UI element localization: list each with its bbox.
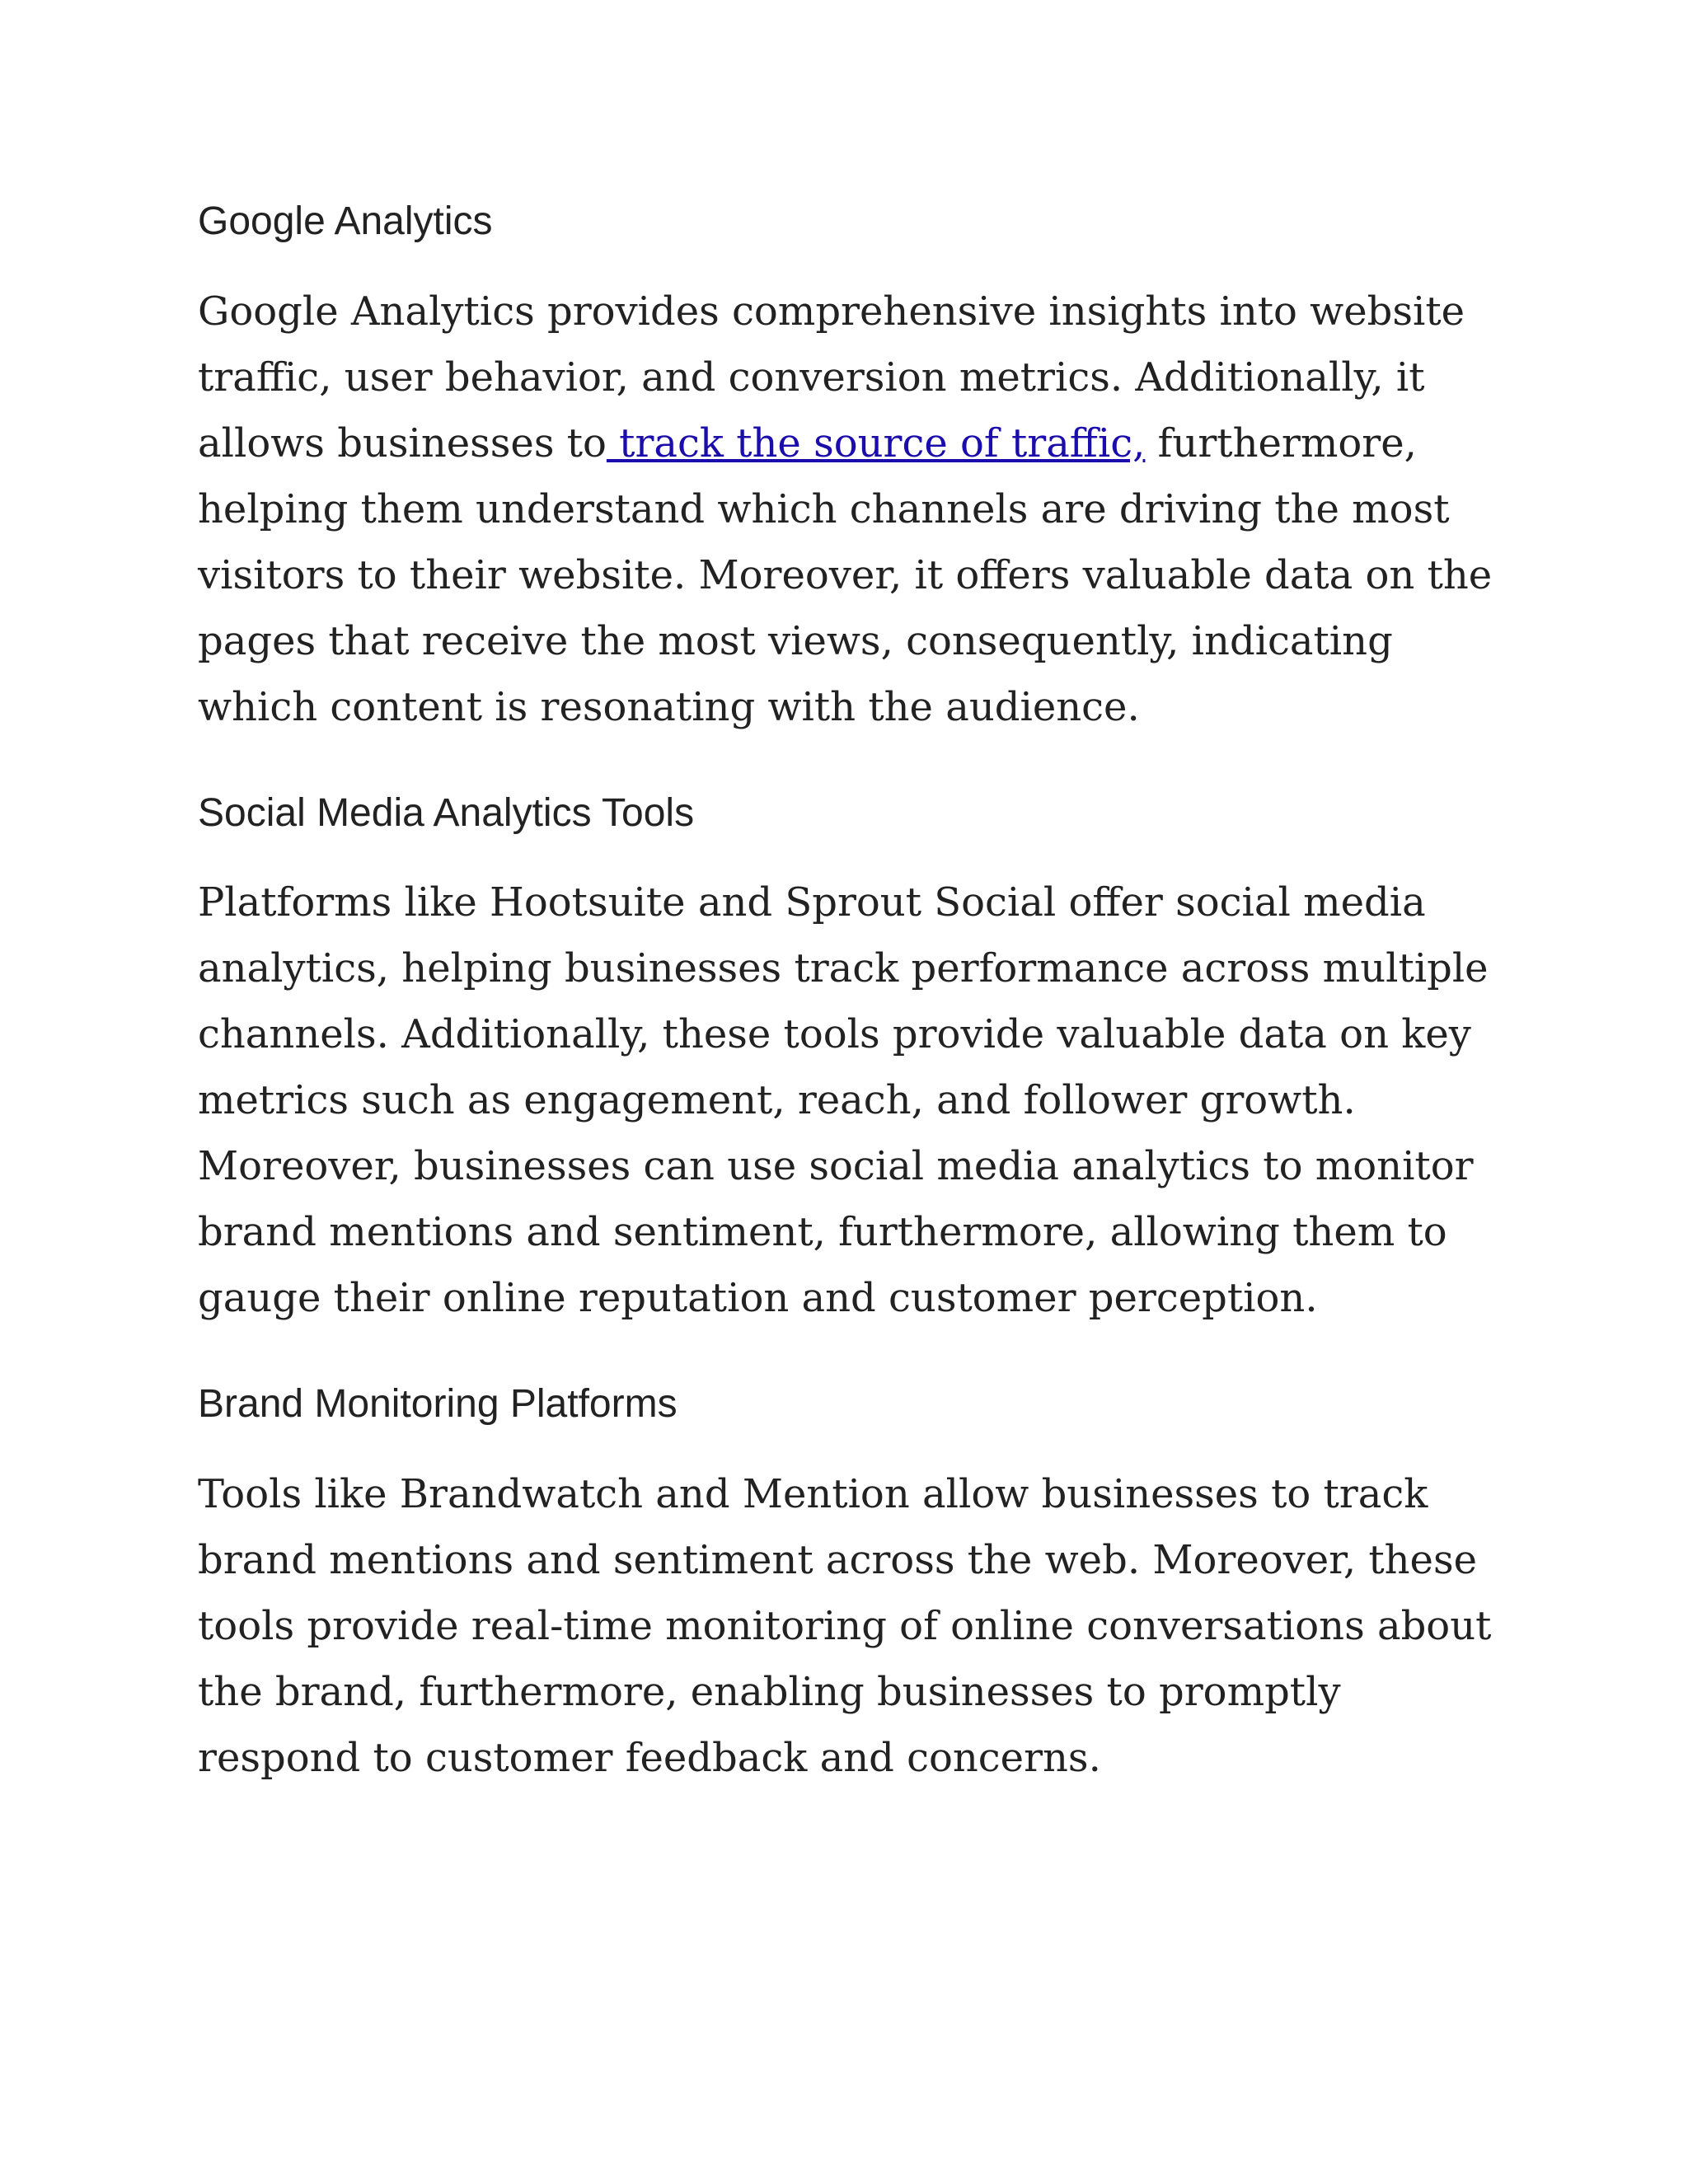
section-paragraph: Platforms like Hootsuite and Sprout Social offer social media analytics, helping businesses track performance across multiple channels. Additionally, these tools provide valuable data on key metrics such as engagement, reach, and follower growth. Moreover, businesses can use social media analytics to monitor brand mentions and sentiment, furthermore, allowing them to gauge their online reputation and customer perception. bbox=[198, 879, 1489, 1322]
section-paragraph bbox=[198, 279, 1500, 740]
paragraph-text-before-link: Google Analytics provides comprehensive insights into website traffic, user behavior, and conversion metrics. Additionally, it allows businesses to bbox=[198, 288, 1465, 466]
section-paragraph: Tools like Brandwatch and Mention allow businesses to track brand mentions and sentiment across the web. Moreover, these tools provide real-time monitoring of online conversations about the brand, furthermore, enabling businesses to promptly respond to customer feedback and concerns. bbox=[198, 1470, 1492, 1781]
section-heading: Google Analytics bbox=[198, 199, 493, 243]
document-page bbox=[198, 198, 1500, 1840]
section-social-media-analytics bbox=[198, 790, 1500, 1332]
section-heading: Social Media Analytics Tools bbox=[198, 790, 695, 835]
section-google-analytics bbox=[198, 198, 1500, 740]
paragraph-text-after-link: furthermore, helping them understand which channels are driving the most visitors to their website. Moreover, it offers valuable data on the pages that receive the most views, consequently, indicating which content is resonating with the audience. bbox=[198, 419, 1493, 730]
section-heading: Brand Monitoring Platforms bbox=[198, 1382, 678, 1427]
section-brand-monitoring bbox=[198, 1380, 1500, 1791]
track-traffic-source-link[interactable]: track the source of traffic, bbox=[606, 419, 1146, 466]
